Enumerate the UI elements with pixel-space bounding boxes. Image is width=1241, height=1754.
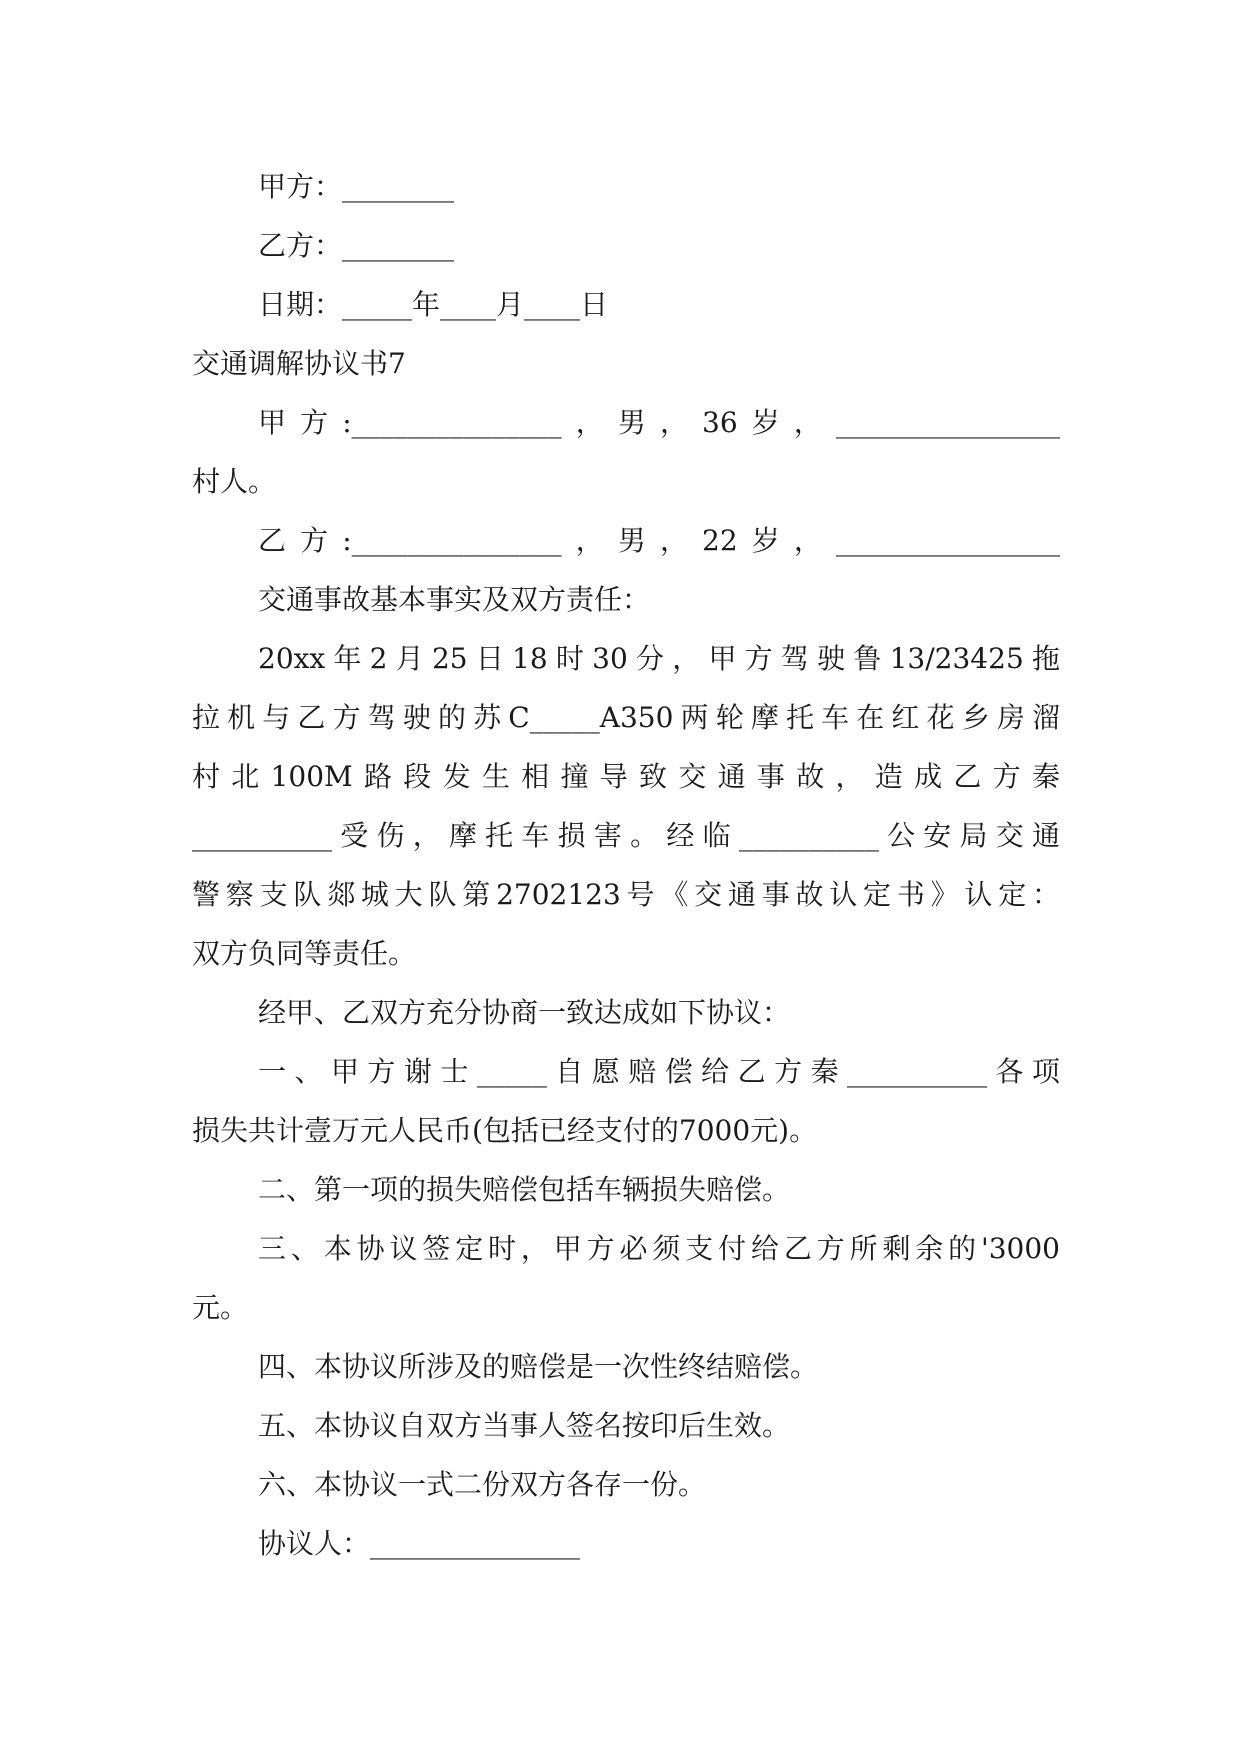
facts-paragraph-line: __________受伤，摩托车损害。经临__________公安局交通 xyxy=(192,819,1060,852)
clause-3: 三、本协议签定时，甲方必须支付给乙方所剩余的'3000 xyxy=(258,1232,1060,1265)
clause-6: 六、本协议一式二份双方各存一份。 xyxy=(258,1468,707,1501)
clause-1-cont: 损失共计壹万元人民币(包括已经支付的7000元)。 xyxy=(192,1114,818,1147)
agreement-intro: 经甲、乙双方充分协商一致达成如下协议： xyxy=(258,996,791,1029)
party-b-info: 乙方:_______________，男，22岁，________________ xyxy=(258,524,1060,557)
date-line: 日期：_____年____月____日 xyxy=(258,288,609,321)
facts-paragraph-line: 村北100M路段发生相撞导致交通事故，造成乙方秦 xyxy=(192,760,1060,793)
clause-5: 五、本协议自双方当事人签名按印后生效。 xyxy=(258,1409,791,1442)
party-a-signature-line: 甲方：________ xyxy=(258,170,455,203)
facts-paragraph-line: 警察支队郯城大队第2702123号《交通事故认定书》认定： xyxy=(192,878,1060,911)
clause-1: 一、甲方谢士_____自愿赔偿给乙方秦__________各项 xyxy=(258,1055,1060,1088)
facts-paragraph-line: 20xx年2月25日18时30分，甲方驾驶鲁13/23425拖 xyxy=(258,642,1060,675)
facts-paragraph-line: 双方负同等责任。 xyxy=(192,937,417,970)
party-a-info: 甲方:_______________，男，36岁，________________ xyxy=(258,406,1060,439)
party-b-signature-line: 乙方：________ xyxy=(258,229,455,262)
section-title: 交通调解协议书7 xyxy=(192,347,406,380)
facts-paragraph-line: 拉机与乙方驾驶的苏C_____A350两轮摩托车在红花乡房溜 xyxy=(192,701,1060,734)
document-page xyxy=(192,157,1060,1573)
clause-3-cont: 元。 xyxy=(192,1291,249,1324)
clause-2: 二、第一项的损失赔偿包括车辆损失赔偿。 xyxy=(258,1173,791,1206)
facts-heading: 交通事故基本事实及双方责任： xyxy=(258,583,651,616)
clause-4: 四、本协议所涉及的赔偿是一次性终结赔偿。 xyxy=(258,1350,819,1383)
signatory-line: 协议人：_______________ xyxy=(258,1527,581,1560)
party-a-info-cont: 村人。 xyxy=(192,465,277,498)
